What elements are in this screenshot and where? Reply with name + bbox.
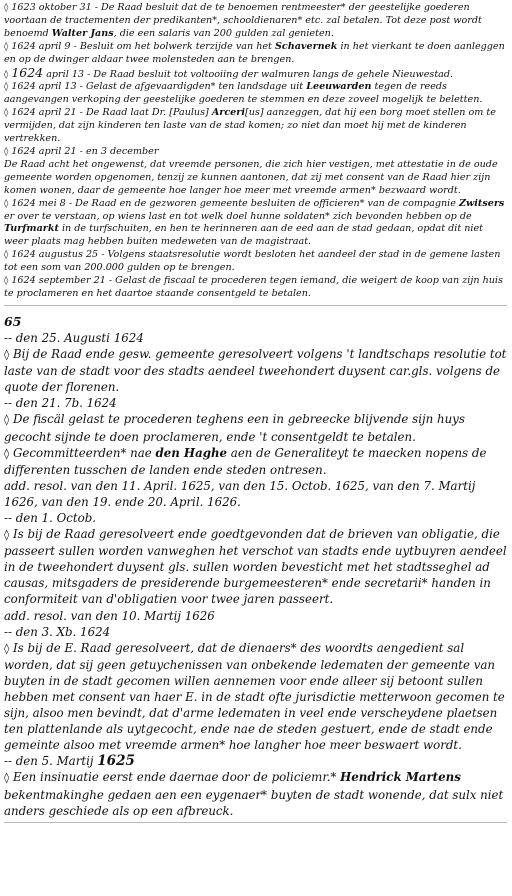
entry-text: De Raad acht het ongewenst, dat vreemde personen, die zich hier vestigen, met attestatie in de oude gemeente worden opgenomen, tenzij ze kunnen aantonen, dat zij met consent van de Raad hier zijn komen wonen, daar de gemeente hoe langer hoe meer met vreemde armen* bezwaard wordt. <box>4 158 498 196</box>
addendum-line: add. resol. van den 11. April. 1625, van den 15. Octob. 1625, van den 7. Martij 1626, van den 19. ende 20. April. 1626. <box>4 478 476 509</box>
resolution-entry: ◊ Is bij de Raad geresolveert ende goedtgevonden dat de brieven van obligatie, die passeert sullen worden vanweghen het verschot van stadts ende uytbuyren aendeel in de tweehondert duysent gls. sullen worden bevesticht met het stadtsseghel ad causas, mitsgaders de presiderende burgemeesteren* ende secretarii* handen in conformiteit van d'obligatien voor twee jaren passeert. <box>4 527 507 607</box>
diamond-icon: ◊ <box>4 528 10 542</box>
diamond-icon: ◊ <box>4 82 9 93</box>
original-transcription <box>4 306 507 819</box>
diamond-icon: ◊ <box>4 41 9 52</box>
place-name: Leeuwarden <box>306 81 372 93</box>
entry-1624-04-13-b: ◊ 1624 april 13 - Gelast de afgevaardigden* ten landsdage uit Leeuwarden tegen de reeds aangevangen verkoping der geestelijke goederen te stemmen en deze zoveel mogelijk te beletten. <box>4 81 483 106</box>
entry-1624-09-21: ◊ 1624 september 21 - Gelast de fiscaal te procederen tegen iemand, die weigert de koop van zijn huis te proclameren en het daartoe staande consentgeld te betalen. <box>4 275 503 299</box>
diamond-icon: ◊ <box>4 108 9 119</box>
place-name: Schavernek <box>274 40 338 52</box>
date-line: -- den 25. Augusti 1624 <box>4 330 144 345</box>
person-name: Arceri <box>211 107 245 119</box>
addendum-line: add. resol. van den 10. Martij 1626 <box>4 608 215 623</box>
place-name: Turfmarkt <box>4 223 59 235</box>
entry-1624-05-08: ◊ 1624 mei 8 - De Raad en de gezworen gemeente besluiten de officieren* van de compagnie Zwitsers er over te verstaan, op wiens last en tot welk doel hunne soldaten* zich bevonden hebben op de Turfmarkt in de turfschuiten, en hen te herinneren aan de eed aan de stad gedaan, opdat dit niet weer plaats mag hebben buiten medeweten van de magistraat. <box>4 197 505 248</box>
entry-1623-10-31: ◊ 1623 oktober 31 - De Raad besluit dat de te benoemen rentmeester* der geestelijke goederen voortaan de tractementen der predikanten*, schooldienaren* etc. zal betalen. Tot deze post wordt benoemd Walter Jans, die een salaris van 200 gulden zal genieten. <box>4 2 482 39</box>
entry-1624-08-25: ◊ 1624 augustus 25 - Volgens staatsresolutie wordt besloten het aandeel der stad in de gemene lasten tot een som van 200.000 gulden op te brengen. <box>4 249 501 274</box>
entry-1624-04-21-b: ◊ 1624 april 21 - en 3 december <box>4 145 159 157</box>
diamond-icon: ◊ <box>4 276 9 287</box>
diamond-icon: ◊ <box>4 413 10 427</box>
resolution-entry: ◊ De fiscäl gelast te procederen teghens een in gebreecke blijvende sijn huys gecocht sijnde te doen proclameren, ende 't consentgeldt te betalen. <box>4 412 465 444</box>
person-name: Walter Jans <box>51 27 114 39</box>
resolution-entry: ◊ Een insinuatie eerst ende daernae door de policiemr.* Hendrick Martens bekentmakinghe gedaen aen een eygenaer* buyten de stadt wonende, dat sulx niet anders geschiede als op een afbreuck. <box>4 770 504 818</box>
year-highlight: 1624 <box>11 64 44 80</box>
diamond-icon: ◊ <box>4 198 9 209</box>
group-name: Zwitsers <box>458 197 505 209</box>
resolution-entry: ◊ Is bij de E. Raad geresolveert, dat de dienaers* des woordts aengedient sal worden, dat sij geen getuychenissen van onbekende ledematen der gemeente van buyten in de stadt gecomen willen aennemen voor ende alleer sij betoont sullen hebben met consent van haer E. in de stadt ofte jurisdictie metterwoon gecomen te sijn, alsoo men bevindt, dat d'arme ledematen in veel ende verscheydene plaetsen ten plattenlande als uytgecocht, ende nae de steden gestuert, ende de stadt ende gemeinte alsoo met vreemde armen* hoe langher hoe meer beswaert wordt. <box>4 640 505 753</box>
diamond-icon: ◊ <box>4 446 10 460</box>
diamond-icon: ◊ <box>4 69 9 80</box>
page-number: 65 <box>4 313 22 329</box>
date-line: -- den 3. Xb. 1624 <box>4 624 111 639</box>
entry-1624-04-21-a: ◊ 1624 april 21 - De Raad laat Dr. [Paulus] Arceri[us] aanzeggen, dat hij een borg moet stellen om te vermijden, dat zijn kinderen ten laste van de stad komen; zo niet dan moet hij met de kinderen vertrekken. <box>4 107 496 145</box>
date-line: -- den 21. 7b. 1624 <box>4 396 117 411</box>
person-name: Hendrick Martens <box>340 770 461 785</box>
date-line: -- den 1. Octob. <box>4 510 97 525</box>
resolution-entry: ◊ Gecommitteerden* nae den Haghe aen de Generaliteyt te maecken nopens de differenten tusschen de landen ende steden ontresen. <box>4 445 487 477</box>
entry-1624-04-13-a: ◊ 1624 april 13 - De Raad besluit tot voltooiing der walmuren langs de gehele Nieuwestad. <box>4 64 454 80</box>
place-name: den Haghe <box>155 445 228 460</box>
diamond-icon: ◊ <box>4 250 9 261</box>
section-divider <box>4 822 507 823</box>
chronicle-entries <box>4 2 507 301</box>
year-highlight: 1625 <box>97 753 135 770</box>
diamond-icon: ◊ <box>4 146 9 157</box>
resolution-entry: ◊ Bij de Raad ende gesw. gemeente geresolveert volgens 't landtschaps resolutie tot laste van de stadt voor des stadts aendeel tweehondert duysent car.gls. volgens de quote der florenen. <box>4 347 507 395</box>
diamond-icon: ◊ <box>4 348 10 362</box>
date-line: -- den 5. Martij 1625 <box>4 753 135 770</box>
diamond-icon: ◊ <box>4 641 10 655</box>
diamond-icon: ◊ <box>4 771 10 785</box>
entry-1624-04-09: ◊ 1624 april 9 - Besluit om het bolwerk terzijde van het Schavernek in het vierkant te doen aanleggen en op de dwinger aldaar twee molensteden aan te brengen. <box>4 40 505 65</box>
diamond-icon: ◊ <box>4 3 9 13</box>
